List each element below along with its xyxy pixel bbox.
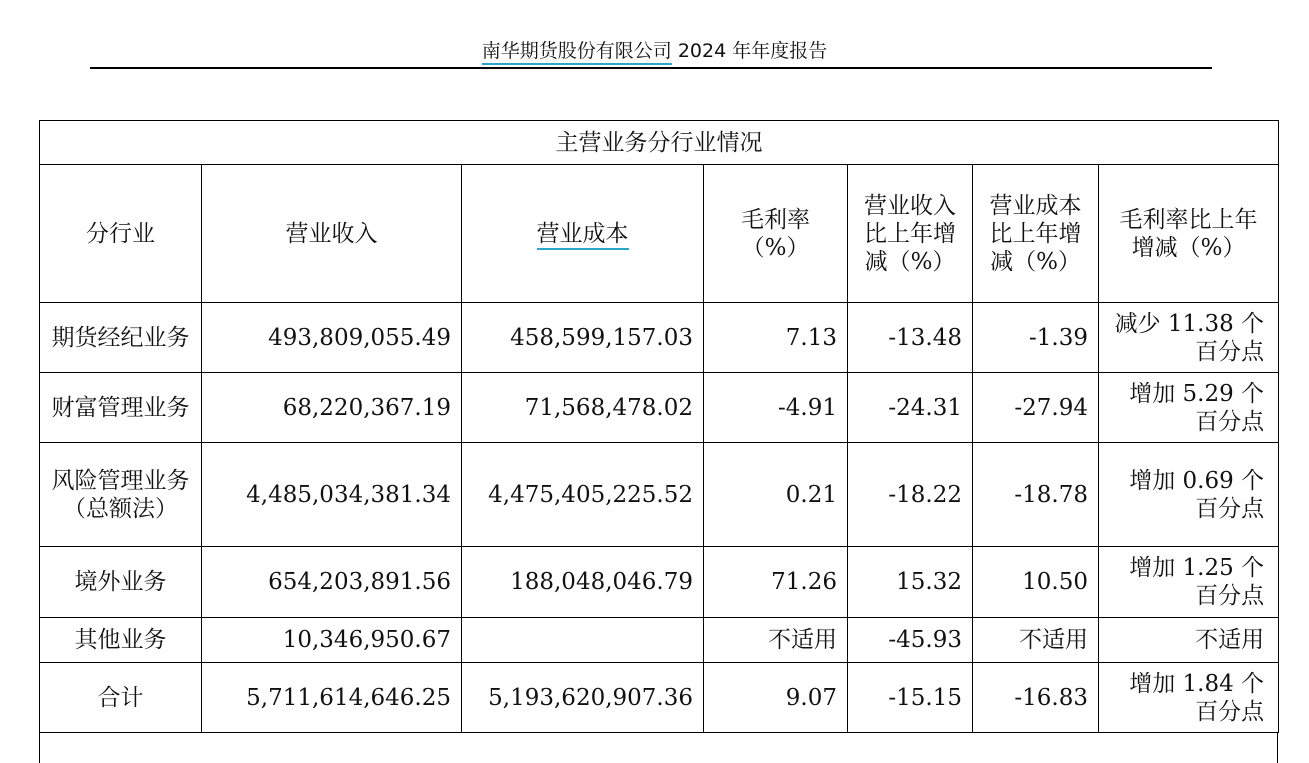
cell-margin-change: 增加 5.29 个百分点: [1099, 373, 1279, 443]
cell-cost: [462, 618, 704, 663]
cell-margin-change: 增加 1.84 个百分点: [1099, 663, 1279, 733]
cell-revenue: 5,711,614,646.25: [202, 663, 462, 733]
cell-segment: 风险管理业务（总额法）: [40, 443, 202, 547]
header-rule: [90, 67, 1212, 69]
cell-segment: 其他业务: [40, 618, 202, 663]
col-header-margin: 毛利率（%）: [704, 165, 848, 303]
cell-cost-change: -27.94: [973, 373, 1099, 443]
cell-segment: 期货经纪业务: [40, 303, 202, 373]
cell-cost-change: -16.83: [973, 663, 1099, 733]
cell-margin: 不适用: [704, 618, 848, 663]
cell-revenue: 4,485,034,381.34: [202, 443, 462, 547]
table-row: [40, 373, 1279, 443]
cell-cost: 71,568,478.02: [462, 373, 704, 443]
cell-revenue: 654,203,891.56: [202, 547, 462, 618]
col-header-revenue: 营业收入: [202, 165, 462, 303]
table-row: [40, 443, 1279, 547]
table-caption: 主营业务分行业情况: [40, 121, 1279, 165]
cell-margin: -4.91: [704, 373, 848, 443]
next-table-fragment: [39, 733, 1278, 763]
cell-cost-change: 10.50: [973, 547, 1099, 618]
table-row: [40, 547, 1279, 618]
cell-revenue: 68,220,367.19: [202, 373, 462, 443]
cell-margin-change: 减少 11.38 个百分点: [1099, 303, 1279, 373]
col-header-margin-change: 毛利率比上年增减（%）: [1099, 165, 1279, 303]
cell-segment: 合计: [40, 663, 202, 733]
cell-cost-change: 不适用: [973, 618, 1099, 663]
segment-table: [39, 120, 1279, 733]
cell-margin-change: 增加 1.25 个百分点: [1099, 547, 1279, 618]
cell-revenue: 493,809,055.49: [202, 303, 462, 373]
cell-revenue-change: -18.22: [848, 443, 973, 547]
col-header-segment: 分行业: [40, 165, 202, 303]
table-row: [40, 618, 1279, 663]
company-name: 南华期货股份有限公司: [482, 40, 672, 65]
col-header-cost-label: 营业成本: [537, 221, 629, 250]
cell-revenue-change: 15.32: [848, 547, 973, 618]
cell-margin-change: 不适用: [1099, 618, 1279, 663]
col-header-cost: [462, 165, 704, 303]
cell-cost: 4,475,405,225.52: [462, 443, 704, 547]
cell-revenue-change: -15.15: [848, 663, 973, 733]
cell-margin: 71.26: [704, 547, 848, 618]
cell-margin: 9.07: [704, 663, 848, 733]
table-row: [40, 663, 1279, 733]
cell-margin: 7.13: [704, 303, 848, 373]
cell-cost: 188,048,046.79: [462, 547, 704, 618]
table-row: [40, 303, 1279, 373]
cell-segment: 财富管理业务: [40, 373, 202, 443]
cell-cost: 5,193,620,907.36: [462, 663, 704, 733]
cell-cost-change: -18.78: [973, 443, 1099, 547]
report-title: 2024 年年度报告: [677, 40, 828, 62]
cell-segment: 境外业务: [40, 547, 202, 618]
cell-revenue-change: -45.93: [848, 618, 973, 663]
cell-revenue-change: -13.48: [848, 303, 973, 373]
col-header-cost-change: 营业成本比上年增减（%）: [973, 165, 1099, 303]
cell-cost: 458,599,157.03: [462, 303, 704, 373]
cell-margin-change: 增加 0.69 个百分点: [1099, 443, 1279, 547]
cell-margin: 0.21: [704, 443, 848, 547]
report-header: [0, 36, 1309, 63]
col-header-revenue-change: 营业收入比上年增减（%）: [848, 165, 973, 303]
cell-cost-change: -1.39: [973, 303, 1099, 373]
cell-revenue-change: -24.31: [848, 373, 973, 443]
cell-revenue: 10,346,950.67: [202, 618, 462, 663]
